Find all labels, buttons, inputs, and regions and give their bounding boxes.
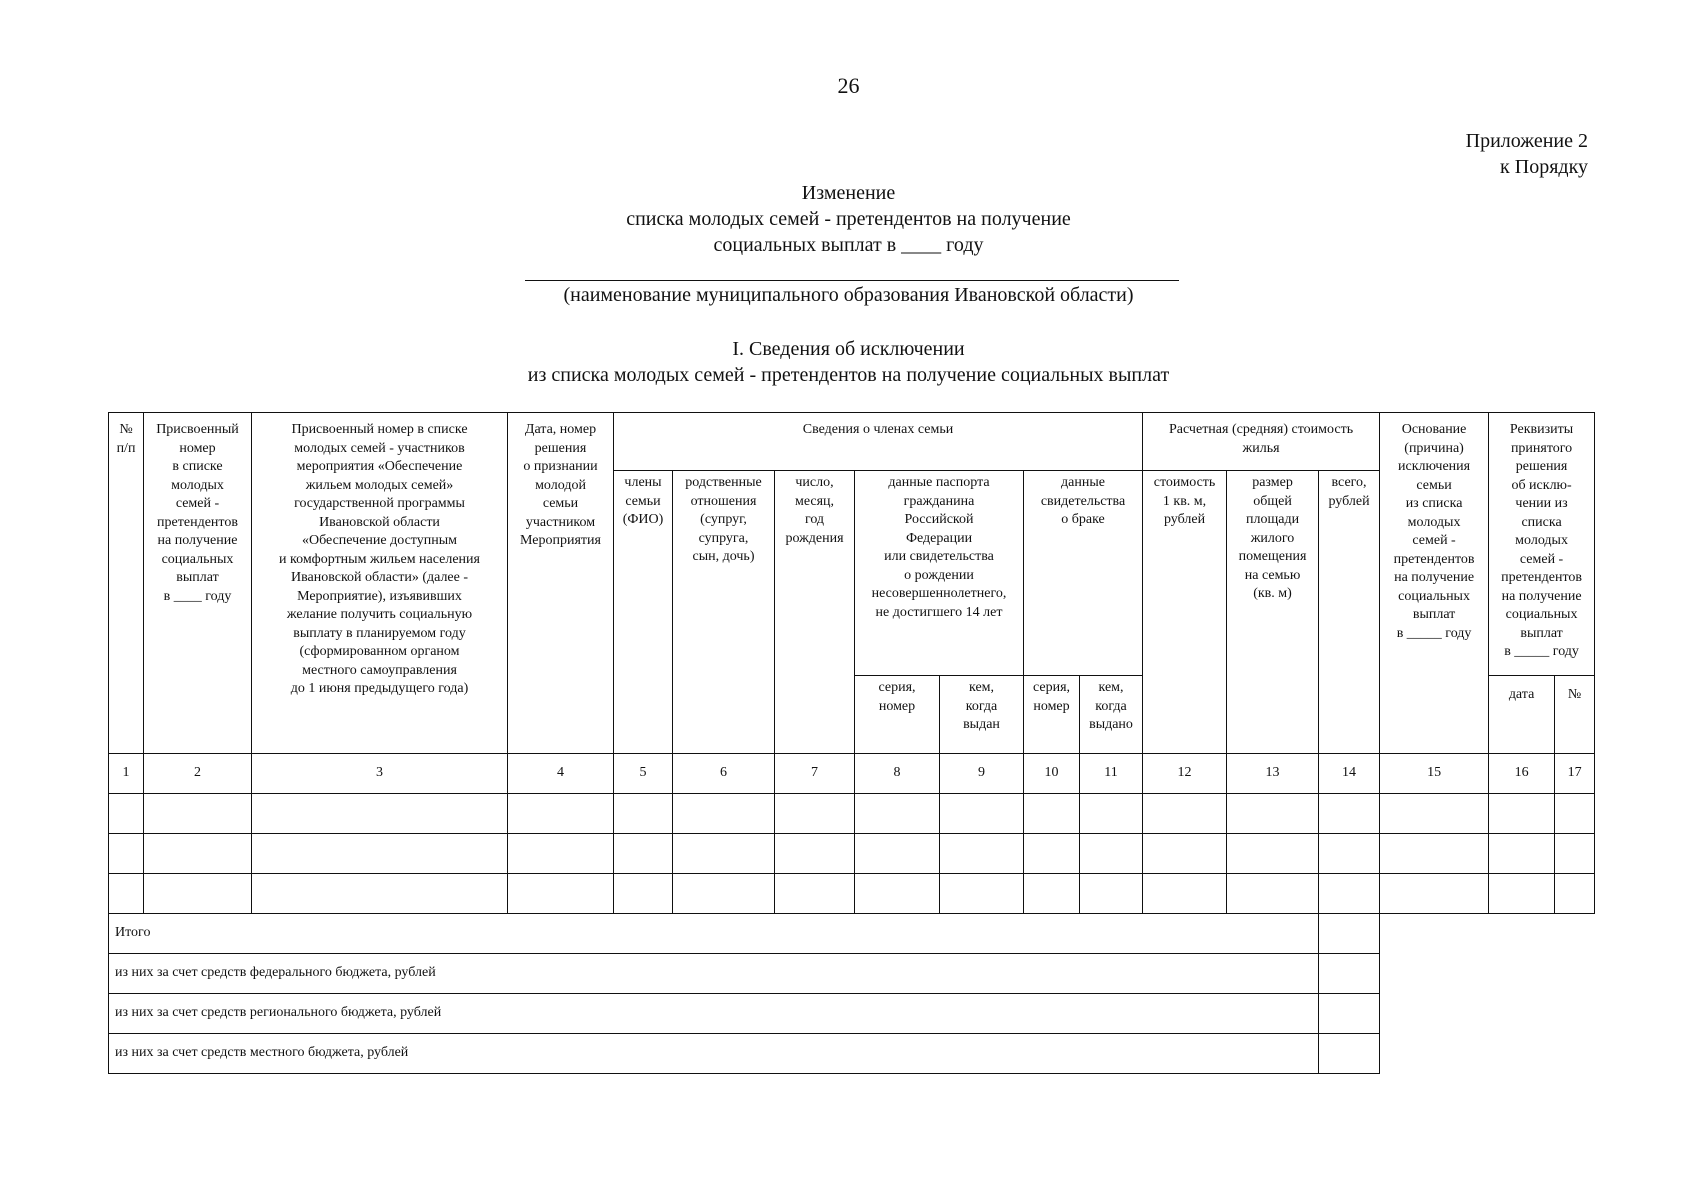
header-assigned-number-participants: Присвоенный номер в списке молодых семей - участников мероприятия «Обеспечение жильем молодых семей» государственной программы Ивановской области «Обеспечение доступным и комфортным жильем населения Ивановской области» (далее - Мероприятие), изъявивших желание получить социальную выплату в планируемом году (сформированном органом местного самоуправления до 1 июня предыдущего года) — [252, 413, 508, 754]
document-title-line-1: Изменение — [801, 182, 896, 204]
table-cell[interactable] — [855, 874, 940, 914]
table-cell[interactable] — [673, 874, 775, 914]
header-marriage-series-number: серия, номер — [1024, 676, 1080, 754]
table-cell[interactable] — [1080, 874, 1143, 914]
column-number: 10 — [1024, 754, 1080, 794]
table-cell[interactable] — [1555, 794, 1595, 834]
table-cell[interactable] — [1227, 834, 1319, 874]
table-cell[interactable] — [940, 834, 1024, 874]
table-cell[interactable] — [614, 794, 673, 834]
column-number: 13 — [1227, 754, 1319, 794]
table-cell[interactable] — [109, 874, 144, 914]
table-cell[interactable] — [614, 834, 673, 874]
summary-label-local: из них за счет средств местного бюджета, рублей — [109, 1034, 1319, 1074]
header-row-number: № п/п — [109, 413, 144, 754]
header-assigned-number-applicants: Присвоенный номер в списке молодых семей - претендентов на получение социальных выплат в ____ году — [144, 413, 252, 754]
header-marriage-certificate-group: данные свидетельства о браке — [1024, 471, 1143, 676]
table-cell[interactable] — [1024, 834, 1080, 874]
header-passport-series-number: серия, номер — [855, 676, 940, 754]
section-title — [0, 336, 1697, 388]
column-number: 11 — [1080, 754, 1143, 794]
header-decision-details-group: Реквизиты принятого решения об исклю- чении из списка молодых семей - претендентов на получение социальных выплат в _____ году — [1489, 413, 1595, 676]
table-cell[interactable] — [144, 794, 252, 834]
appendix-reference — [1466, 128, 1588, 180]
table-cell[interactable] — [1227, 874, 1319, 914]
summary-value-total[interactable] — [1319, 914, 1380, 954]
table-cell[interactable] — [1489, 874, 1555, 914]
table-cell[interactable] — [1489, 794, 1555, 834]
column-number: 6 — [673, 754, 775, 794]
column-number: 15 — [1380, 754, 1489, 794]
summary-value-regional[interactable] — [1319, 994, 1380, 1034]
column-number: 1 — [109, 754, 144, 794]
table-cell[interactable] — [775, 874, 855, 914]
table-cell[interactable] — [614, 874, 673, 914]
header-exclusion-reason: Основание (причина) исключения семьи из списка молодых семей - претендентов на получение социальных выплат в _____ году — [1380, 413, 1489, 754]
table-cell[interactable] — [1319, 834, 1380, 874]
summary-label-total: Итого — [109, 914, 1319, 954]
appendix-line-1: Приложение 2 — [1465, 130, 1588, 152]
municipality-fill-line — [525, 280, 1179, 281]
section-title-line-2: из списка молодых семей - претендентов на получение социальных выплат — [527, 364, 1170, 386]
document-title — [0, 180, 1697, 258]
table-cell[interactable] — [508, 834, 614, 874]
table-cell[interactable] — [1024, 794, 1080, 834]
column-number: 7 — [775, 754, 855, 794]
table-cell[interactable] — [1143, 794, 1227, 834]
table-cell[interactable] — [1555, 874, 1595, 914]
table-cell[interactable] — [1024, 874, 1080, 914]
column-number: 16 — [1489, 754, 1555, 794]
summary-row-local — [109, 1034, 1595, 1074]
header-decision-date: дата — [1489, 676, 1555, 754]
column-number: 12 — [1143, 754, 1227, 794]
column-number: 2 — [144, 754, 252, 794]
document-title-line-3: социальных выплат в ____ году — [713, 234, 984, 256]
summary-value-local[interactable] — [1319, 1034, 1380, 1074]
table-cell[interactable] — [1319, 874, 1380, 914]
column-number: 3 — [252, 754, 508, 794]
column-number: 9 — [940, 754, 1024, 794]
table-cell[interactable] — [1080, 834, 1143, 874]
table-cell[interactable] — [1380, 834, 1489, 874]
header-marriage-issued-by: кем, когда выдано — [1080, 676, 1143, 754]
header-passport-data-group: данные паспорта гражданина Российской Федерации или свидетельства о рождении несовершеннолетнего, не достигшего 14 лет — [855, 471, 1024, 676]
column-number: 4 — [508, 754, 614, 794]
table-cell[interactable] — [1489, 834, 1555, 874]
header-family-members-names: члены семьи (ФИО) — [614, 471, 673, 754]
table-cell[interactable] — [508, 874, 614, 914]
summary-label-regional: из них за счет средств регионального бюджета, рублей — [109, 994, 1319, 1034]
table-cell[interactable] — [673, 794, 775, 834]
table-cell[interactable] — [775, 834, 855, 874]
document-title-line-2: списка молодых семей - претендентов на получение — [626, 208, 1071, 230]
table-cell[interactable] — [1380, 794, 1489, 834]
table-row — [109, 794, 1595, 834]
column-number: 14 — [1319, 754, 1380, 794]
table-cell[interactable] — [109, 834, 144, 874]
appendix-line-2: к Порядку — [1500, 156, 1588, 178]
header-decision-number: № — [1555, 676, 1595, 754]
column-number: 17 — [1555, 754, 1595, 794]
header-housing-cost-group: Расчетная (средняя) стоимость жилья — [1143, 413, 1380, 471]
header-total-rubles: всего, рублей — [1319, 471, 1380, 754]
summary-value-federal[interactable] — [1319, 954, 1380, 994]
header-passport-issued-by: кем, когда выдан — [940, 676, 1024, 754]
table-cell[interactable] — [775, 794, 855, 834]
summary-row-regional — [109, 994, 1595, 1034]
table-cell[interactable] — [1227, 794, 1319, 834]
table-cell[interactable] — [673, 834, 775, 874]
header-cost-per-sqm: стоимость 1 кв. м, рублей — [1143, 471, 1227, 754]
table-cell[interactable] — [252, 834, 508, 874]
table-cell[interactable] — [1143, 834, 1227, 874]
header-total-area: размер общей площади жилого помещения на семью (кв. м) — [1227, 471, 1319, 754]
header-relationship: родственные отношения (супруг, супруга, сын, дочь) — [673, 471, 775, 754]
table-cell[interactable] — [1080, 794, 1143, 834]
exclusion-table — [108, 412, 1595, 1074]
header-birth-date: число, месяц, год рождения — [775, 471, 855, 754]
summary-label-federal: из них за счет средств федерального бюджета, рублей — [109, 954, 1319, 994]
table-row — [109, 874, 1595, 914]
table-cell[interactable] — [508, 794, 614, 834]
table-cell[interactable] — [1143, 874, 1227, 914]
column-number: 5 — [614, 754, 673, 794]
page-number: 26 — [837, 73, 860, 98]
table-cell[interactable] — [940, 874, 1024, 914]
summary-row-federal — [109, 954, 1595, 994]
table-cell[interactable] — [109, 794, 144, 834]
table-cell[interactable] — [855, 834, 940, 874]
table-row — [109, 834, 1595, 874]
municipality-caption: (наименование муниципального образования Ивановской области) — [563, 284, 1134, 306]
header-decision-date-number: Дата, номер решения о признании молодой семьи участником Мероприятия — [508, 413, 614, 754]
header-family-members-group: Сведения о членах семьи — [614, 413, 1143, 471]
table-cell[interactable] — [940, 794, 1024, 834]
table-cell[interactable] — [144, 874, 252, 914]
table-cell[interactable] — [252, 794, 508, 834]
summary-row-total — [109, 914, 1595, 954]
section-title-line-1: I. Сведения об исключении — [732, 338, 965, 360]
table-cell[interactable] — [1555, 834, 1595, 874]
table-cell[interactable] — [144, 834, 252, 874]
table-cell[interactable] — [855, 794, 940, 834]
table-cell[interactable] — [1380, 874, 1489, 914]
table-cell[interactable] — [252, 874, 508, 914]
table-cell[interactable] — [1319, 794, 1380, 834]
column-number: 8 — [855, 754, 940, 794]
column-numbers-row — [109, 754, 1595, 794]
